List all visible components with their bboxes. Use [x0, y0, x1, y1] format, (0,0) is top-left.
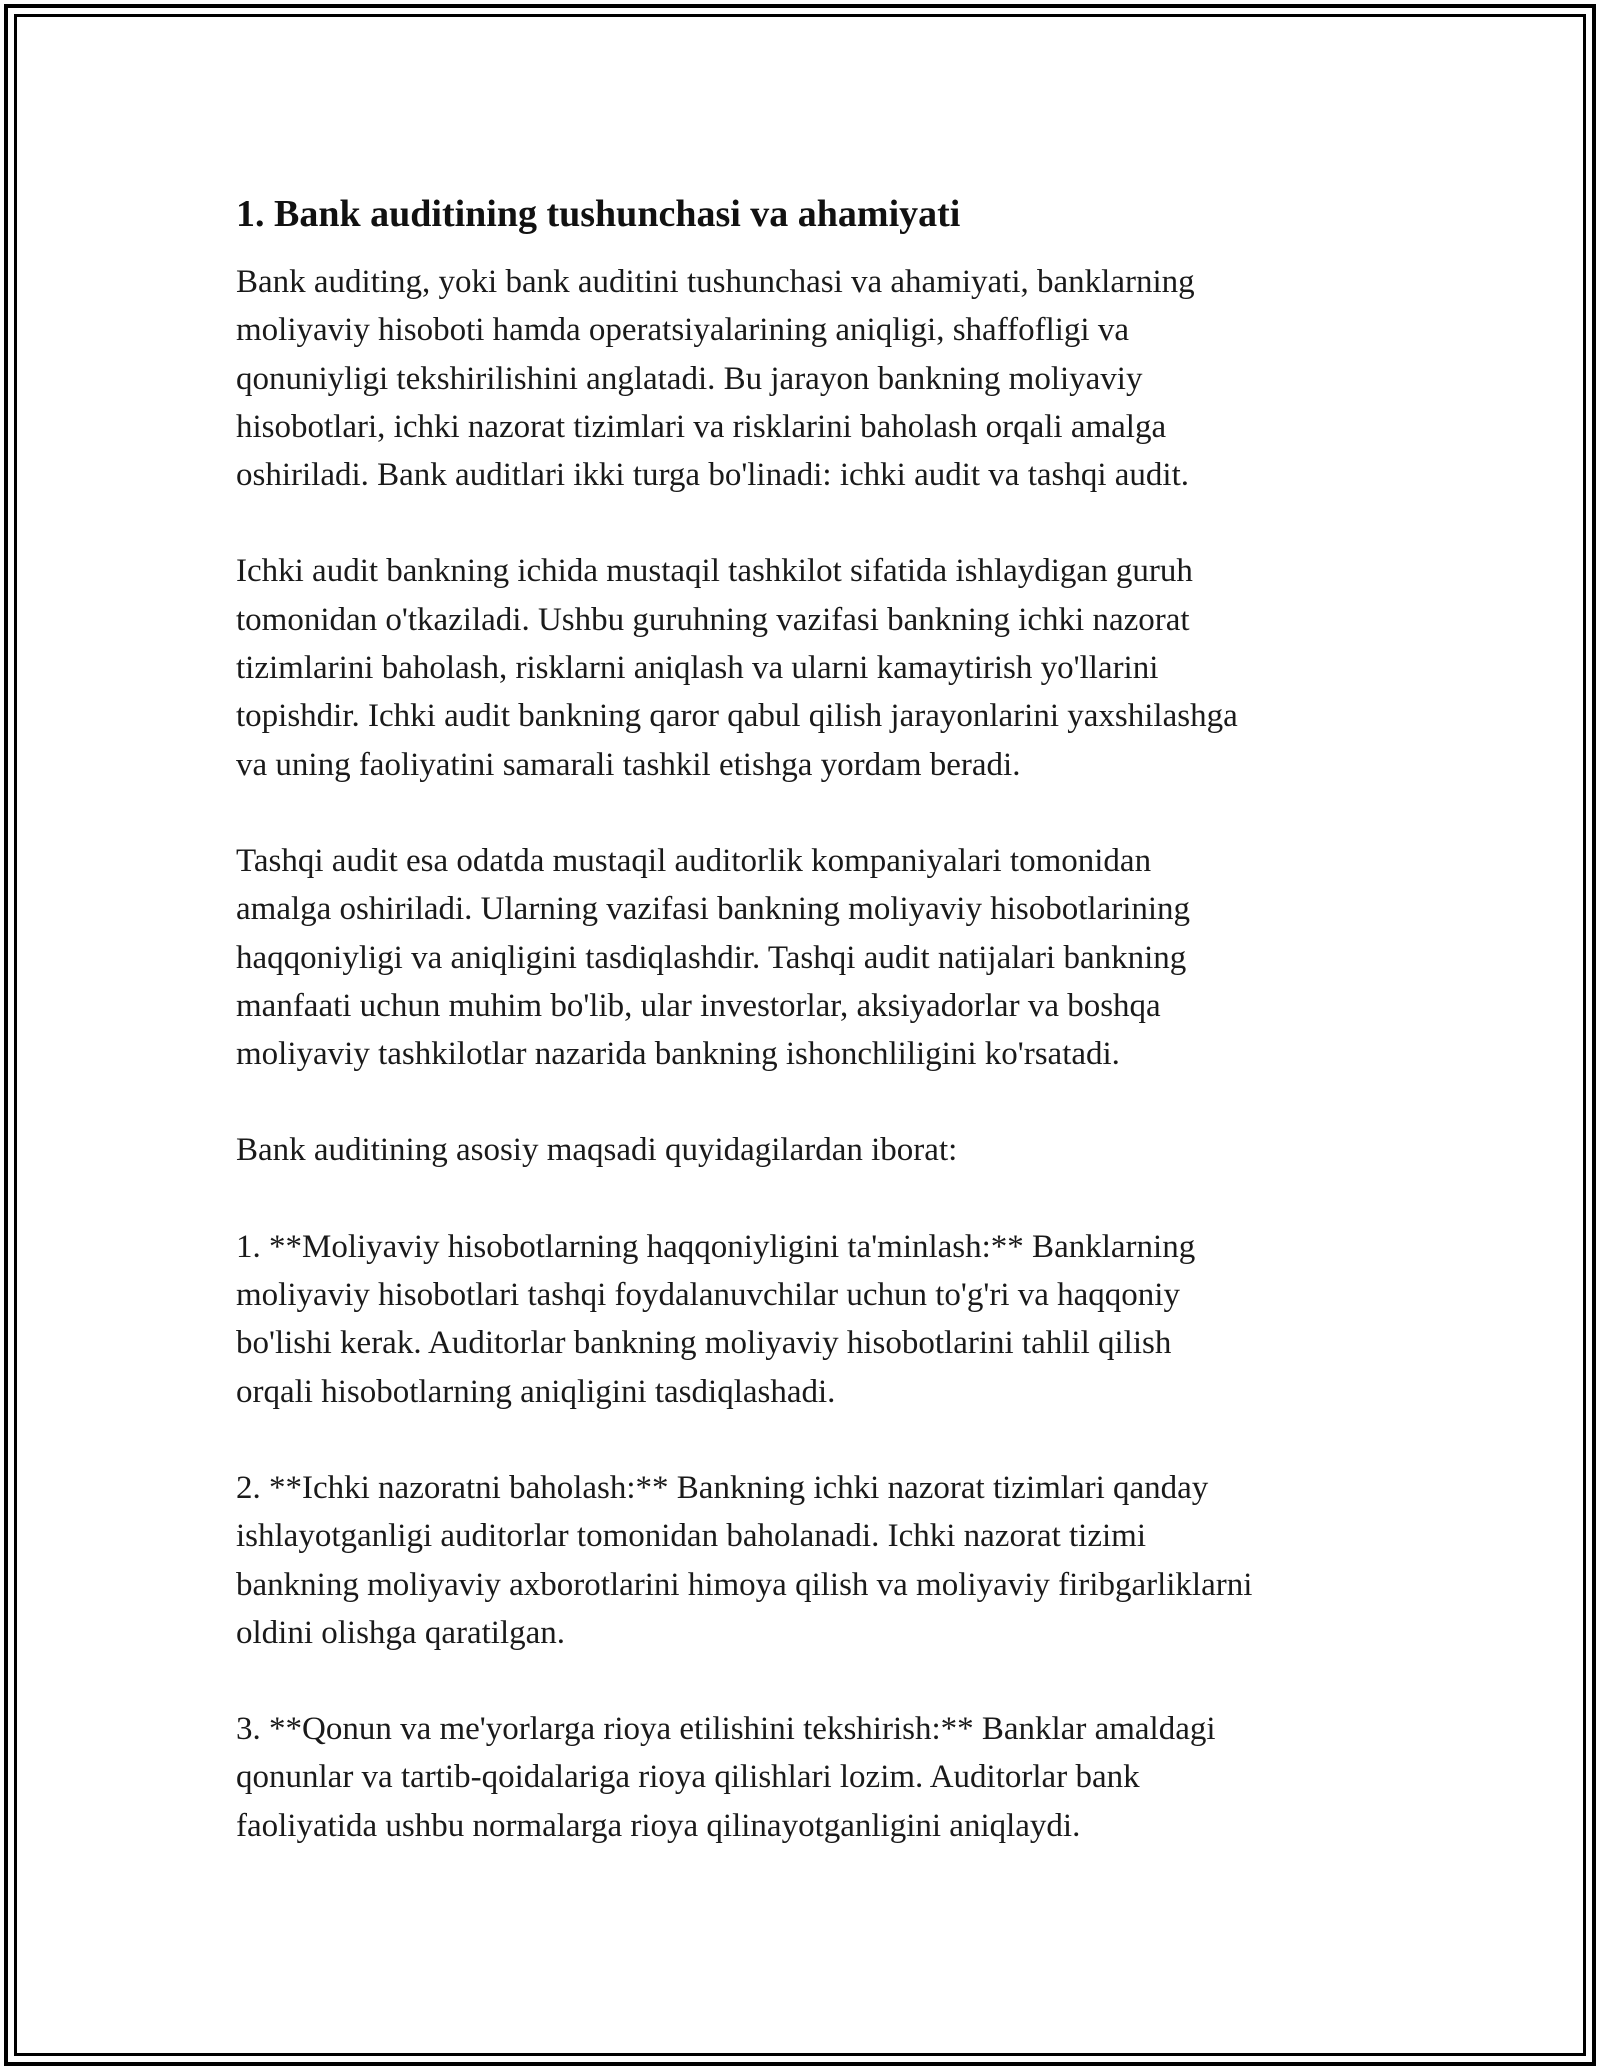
text-line: qonunlar va tartib-qoidalariga rioya qilishlari lozim. Auditorlar bank — [236, 1759, 1140, 1796]
text-line: tomonidan o'tkaziladi. Ushbu guruhning vazifasi bankning ichki nazorat — [236, 601, 1190, 638]
text-line: va uning faoliyatini samarali tashkil etishga yordam beradi. — [236, 746, 1021, 783]
list-item-goal-3 — [236, 1705, 1366, 1850]
text-line: qonuniyligi tekshirilishini anglatadi. Bu jarayon bankning moliyaviy — [236, 360, 1143, 397]
text-line: tizimlarini baholash, risklarni aniqlash va ularni kamaytirish yo'llarini — [236, 650, 1159, 687]
text-line: moliyaviy tashkilotlar nazarida bankning ishonchliligini ko'rsatadi. — [236, 1036, 1120, 1073]
paragraph-goals-intro — [236, 1126, 1366, 1174]
list-item-goal-2 — [236, 1464, 1366, 1657]
text-line: Ichki audit bankning ichida mustaqil tashkilot sifatida ishlaydigan guruh — [236, 553, 1193, 590]
text-line: moliyaviy hisoboti hamda operatsiyalarining aniqligi, shaffofligi va — [236, 312, 1129, 349]
text-line: orqali hisobotlarning aniqligini tasdiqlashadi. — [236, 1373, 836, 1410]
text-line: oshiriladi. Bank auditlari ikki turga bo'linadi: ichki audit va tashqi audit. — [236, 457, 1190, 494]
list-item-goal-1 — [236, 1223, 1366, 1416]
text-line: hisobotlari, ichki nazorat tizimlari va risklarini baholash orqali amalga — [236, 408, 1167, 445]
text-line: oldini olishga qaratilgan. — [236, 1614, 566, 1651]
section-heading: 1. Bank auditining tushunchasi va ahamiyati — [236, 193, 961, 235]
paragraph-bank-audit-definition — [236, 258, 1366, 499]
text-line: faoliyatida ushbu normalarga rioya qilinayotganligini aniqlaydi. — [236, 1807, 1081, 1844]
text-line: bo'lishi kerak. Auditorlar bankning moliyaviy hisobotlarini tahlil qilish — [236, 1325, 1172, 1362]
text-line: 3. **Qonun va me'yorlarga rioya etilishini tekshirish:** Banklar amaldagi — [236, 1711, 1216, 1748]
text-line: Tashqi audit esa odatda mustaqil auditorlik kompaniyalari tomonidan — [236, 842, 1152, 879]
text-line: Bank auditing, yoki bank auditini tushunchasi va ahamiyati, banklarning — [236, 264, 1195, 300]
text-line: bankning moliyaviy axborotlarini himoya qilish va moliyaviy firibgarliklarni — [236, 1566, 1253, 1603]
paragraph-external-audit — [236, 837, 1366, 1078]
document-content — [236, 186, 1366, 1850]
text-line: manfaati uchun muhim bo'lib, ular investorlar, aksiyadorlar va boshqa — [236, 987, 1161, 1024]
paragraph-internal-audit — [236, 547, 1366, 788]
text-line: amalga oshiriladi. Ularning vazifasi bankning moliyaviy hisobotlarining — [236, 891, 1191, 928]
text-line: 1. **Moliyaviy hisobotlarning haqqoniyligini ta'minlash:** Banklarning — [236, 1228, 1196, 1265]
text-line: haqqoniyligi va aniqligini tasdiqlashdir. Tashqi audit natijalari bankning — [236, 939, 1187, 976]
text-line: moliyaviy hisobotlari tashqi foydalanuvchilar uchun to'g'ri va haqqoniy — [236, 1277, 1180, 1314]
text-line: ishlayotganligi auditorlar tomonidan baholanadi. Ichki nazorat tizimi — [236, 1518, 1146, 1555]
text-line: topishdir. Ichki audit bankning qaror qabul qilish jarayonlarini yaxshilashga — [236, 698, 1238, 735]
text-line: Bank auditining asosiy maqsadi quyidagilardan iborat: — [236, 1132, 958, 1169]
text-line: 2. **Ichki nazoratni baholash:** Bankning ichki nazorat tizimlari qanday — [236, 1469, 1209, 1506]
